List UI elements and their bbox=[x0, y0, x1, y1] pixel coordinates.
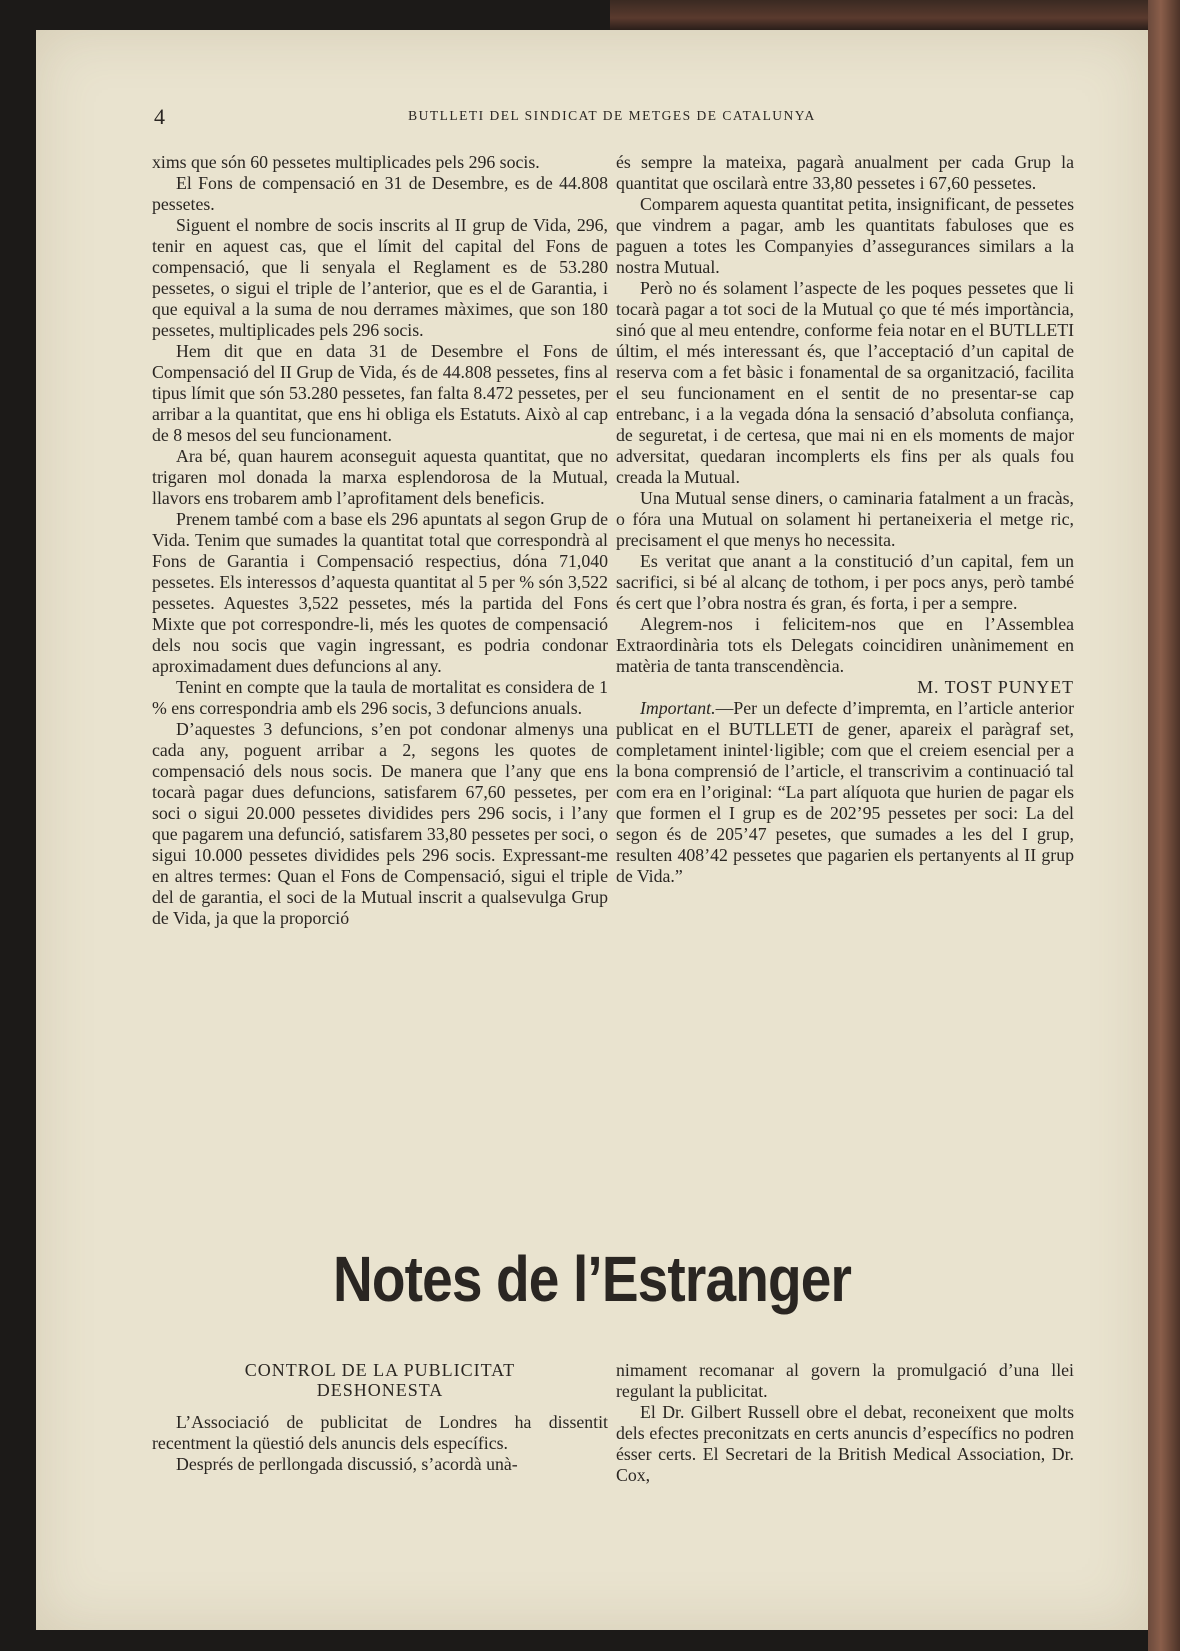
paragraph: és sempre la mateixa, pagarà anualment per cada Grup la quantitat que oscilarà entre 33,80 pessetes i 67,60 pessetes. bbox=[616, 152, 1074, 193]
paragraph: nimament recomanar al govern la promulgació d’una llei regulant la publicitat. bbox=[616, 1360, 1074, 1401]
book-binding bbox=[610, 0, 1180, 30]
page-number: 4 bbox=[154, 104, 165, 129]
paragraph: xims que són 60 pessetes multiplicades pels 296 socis. bbox=[152, 152, 540, 172]
section-heading: Notes de l’Estranger bbox=[332, 1243, 852, 1315]
article-heading-line: CONTROL DE LA PUBLICITAT bbox=[244, 1360, 516, 1380]
news-column-left bbox=[152, 1360, 608, 1475]
running-header bbox=[36, 104, 1148, 134]
paragraph: Una Mutual sense diners, o caminaria fatalment a un fracàs, o fóra una Mutual on solament hi pertaneixeria el metge ric, precisament el que menys ho necessita. bbox=[616, 488, 1074, 550]
article-heading bbox=[152, 1360, 608, 1400]
paragraph: Tenint en compte que la taula de mortalitat es considera de 1 % ens correspondria amb els 296 socis, 3 defuncions anuals. bbox=[152, 677, 608, 718]
paragraph: El Dr. Gilbert Russell obre el debat, reconeixent que molts dels efectes preconitzats en certs anuncis d’específics no podren ésser certs. El Secretari de la British Medical Association, Dr. Cox, bbox=[616, 1402, 1074, 1485]
paragraph: Siguent el nombre de socis inscrits al II grup de Vida, 296, tenir en aquest cas, que el límit del capital del Fons de compensació, que li senyala el Reglament es de 53.280 pessetes, o sigui el triple de l’anterior, que es el de Garantia, i que equival a la suma de nou derrames màximes, que son 180 pessetes, multiplicades pels 296 socis. bbox=[152, 215, 608, 340]
paragraph: L’Associació de publicitat de Londres ha dissentit recentment la qüestió dels anuncis dels específics. bbox=[152, 1412, 608, 1453]
paragraph: D’aquestes 3 defuncions, s’en pot condonar almenys una cada any, poguent arribar a 2, segons les quotes de compensació dels nous socis. De manera que l’any que ens tocarà pagar dues defuncions, satisfarem 67,60 pessetes, per soci o sigui 20.000 pessetes dividides pers 296 socis, i l’any que pagarem una defunció, satisfarem 33,80 pessetes per soci, o sigui 10.000 pessetes dividides pels 296 socis. Expressant-me en altres termes: Quan el Fons de Compensació, sigui el triple del de garantia, el soci de la Mutual inscrit a qualsevulga Grup de Vida, ja que la proporció bbox=[152, 719, 608, 928]
journal-title: BUTLLETI DEL SINDICAT DE METGES DE CATALUNYA bbox=[408, 108, 816, 123]
paragraph: Es veritat que anant a la constitució d’un capital, fem un sacrifici, si bé al alcanç de tothom, i per pocs anys, però també és cert que l’obra nostra és gran, és forta, i per a sempre. bbox=[616, 551, 1074, 613]
article-column-left bbox=[152, 152, 608, 929]
paragraph: Ara bé, quan haurem aconseguit aquesta quantitat, que no trigaren mol donada la marxa esplendorosa de la Mutual, llavors ens trobarem amb l’aprofitament dels beneficis. bbox=[152, 446, 608, 508]
article-heading-line: DESHONESTA bbox=[316, 1380, 444, 1400]
erratum-lead: Important. bbox=[640, 698, 716, 718]
document-page bbox=[36, 30, 1148, 1630]
author-signature: M. TOST PUNYET bbox=[917, 677, 1074, 697]
paragraph: El Fons de compensació en 31 de Desembre, es de 44.808 pessetes. bbox=[152, 173, 608, 214]
erratum-note bbox=[616, 698, 1074, 887]
book-cover-edge bbox=[1148, 0, 1180, 1651]
paragraph: Però no és solament l’aspecte de les poques pessetes que li tocarà pagar a tot soci de la Mutual ço que té més importància, sinó que al meu entendre, conforme feia notar en el BUTLLETI últim, el més interessant és, que l’acceptació d’un capital de reserva com a fet bàsic i fonamental de sa organització, facilita el seu funcionament en el sentit de no presentar-se cap entrebanc, i a la vegada dóna la sensació d’absoluta confiança, de seguretat, i de certesa, que mai ni en els moments de major adversitat, quedaran incomplerts els fins per als quals fou creada la Mutual. bbox=[616, 278, 1074, 487]
news-column-right bbox=[616, 1360, 1074, 1486]
paragraph: Alegrem-nos i felicitem-nos que en l’Assemblea Extraordinària tots els Delegats coincidiren unànimement en matèria de tanta transcendència. bbox=[616, 614, 1074, 676]
paragraph: Hem dit que en data 31 de Desembre el Fons de Compensació del II Grup de Vida, és de 44.808 pessetes, fins al tipus límit que són 53.280 pessetes, fan falta 8.472 pessetes, per arribar a la quantitat, que ens hi obliga els Estatuts. Això al cap de 8 mesos del seu funcionament. bbox=[152, 341, 608, 445]
paragraph: Després de perllongada discussió, s’acordà unà- bbox=[176, 1454, 518, 1474]
article-column-right bbox=[616, 152, 1074, 887]
paragraph: Comparem aquesta quantitat petita, insignificant, de pessetes que vindrem a pagar, amb les quantitats fabuloses que es paguen a totes les Companyies d’assegurances similars a la nostra Mutual. bbox=[616, 194, 1074, 277]
paragraph: Prenem també com a base els 296 apuntats al segon Grup de Vida. Tenim que sumades la quantitat total que correspondrà al Fons de Garantia i Compensació respectius, dóna 71,040 pessetes. Els interessos d’aquesta quantitat al 5 per % són 3,522 pessetes. Aquestes 3,522 pessetes, més la partida del Fons Mixte que pot correspondre-li, més les quotes de compensació dels nou socis que vagin ingressant, es podria condonar aproximadament dues defuncions al any. bbox=[152, 509, 608, 676]
erratum-text: —Per un defecte d’impremta, en l’article anterior publicat en el BUTLLETI de gener, apareix el paràgraf set, completament inintel·ligible; com que el creiem esencial per a la bona comprensió de l’article, el transcrivim a continuació tal com era en l’original: “La part alíquota que hurien de pagar els que formen el I grup es de 202’95 pessetes per soci: La del segon és de 205’47 pesetes, que sumades a les del I grup, resulten 408’42 pessetes que pagarien els pertanyents al II grup de Vida.” bbox=[616, 698, 1074, 886]
